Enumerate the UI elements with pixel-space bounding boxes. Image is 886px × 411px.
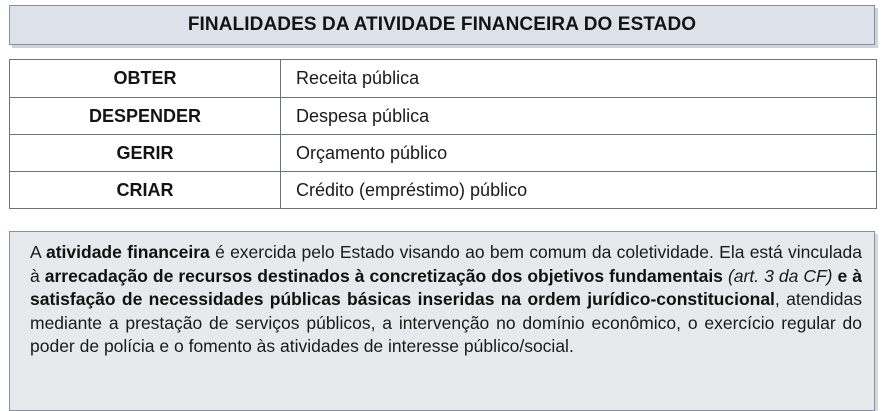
row-key: OBTER	[10, 60, 281, 98]
table-row	[10, 135, 877, 172]
text-segment: , atendidas mediante a prestação de serviços públicos, a intervenção no domínio econômico, o exercício regular do poder de polícia e o fomento às atividades de interesse público/social.	[30, 289, 862, 356]
row-key: GERIR	[10, 135, 281, 172]
page-title: FINALIDADES DA ATIVIDADE FINANCEIRA DO ESTADO	[187, 14, 697, 35]
bold-segment: atividade financeira	[45, 242, 210, 262]
bold-segment: e à satisfação de necessidades públicas básicas inseridas na ordem jurídico-constitucional	[30, 265, 862, 309]
table-row	[10, 172, 877, 209]
finalities-table	[9, 59, 877, 209]
row-value: Receita pública	[281, 60, 877, 98]
title-banner	[9, 5, 875, 45]
row-value: Despesa pública	[281, 98, 877, 135]
table-row	[10, 98, 877, 135]
text-segment: é exercida pelo Estado visando ao bem comum da coletividade. Ela está vinculada à	[30, 242, 862, 286]
bold-segment: arrecadação de recursos destinados à concretização dos objetivos fundamentais	[44, 265, 723, 286]
row-key: DESPENDER	[10, 98, 281, 135]
text-segment: A	[30, 242, 46, 262]
row-value: Crédito (empréstimo) público	[281, 172, 877, 209]
italic-segment: (art. 3 da CF)	[727, 265, 833, 286]
explanation-box	[9, 231, 875, 411]
table-row	[10, 60, 877, 98]
row-value: Orçamento público	[281, 135, 877, 172]
explanation-paragraph	[30, 241, 862, 359]
row-key: CRIAR	[10, 172, 281, 209]
